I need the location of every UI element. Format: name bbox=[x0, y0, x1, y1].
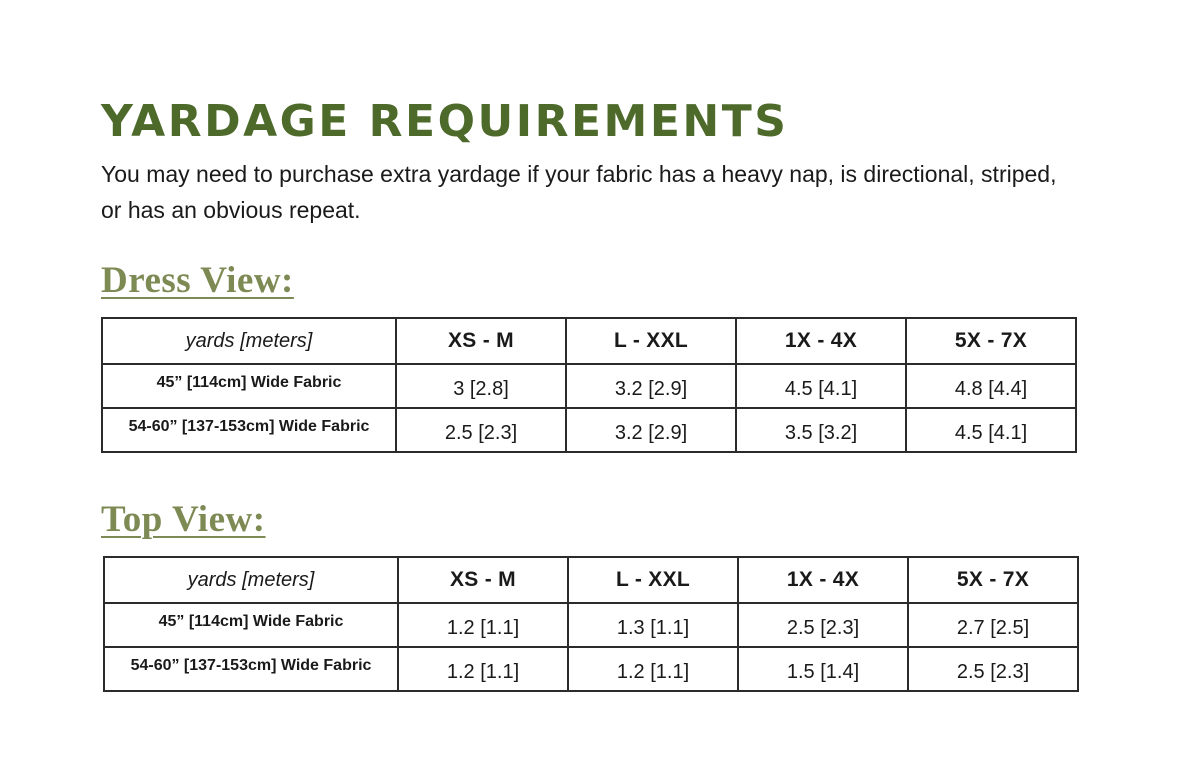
yardage-value: 2.5 [2.3] bbox=[738, 603, 908, 647]
yardage-value: 4.5 [4.1] bbox=[906, 408, 1076, 452]
size-header-l-xxl: L - XXL bbox=[568, 557, 738, 603]
fabric-width-label: 54-60” [137-153cm] Wide Fabric bbox=[104, 647, 398, 691]
intro-paragraph: You may need to purchase extra yardage if your fabric has a heavy nap, is directional, striped, or has an obvious repeat. bbox=[101, 161, 1057, 223]
yardage-value: 3 [2.8] bbox=[396, 364, 566, 408]
fabric-width-label: 45” [114cm] Wide Fabric bbox=[102, 364, 396, 408]
size-header-xs-m: XS - M bbox=[398, 557, 568, 603]
yardage-value: 2.7 [2.5] bbox=[908, 603, 1078, 647]
size-header-1x-4x: 1X - 4X bbox=[736, 318, 906, 364]
dress-view-heading: Dress View: bbox=[101, 260, 294, 301]
dress-yardage-table bbox=[101, 317, 1077, 453]
units-header: yards [meters] bbox=[102, 318, 396, 364]
fabric-width-label: 45” [114cm] Wide Fabric bbox=[104, 603, 398, 647]
size-header-5x-7x: 5X - 7X bbox=[908, 557, 1078, 603]
top-view-heading: Top View: bbox=[101, 499, 266, 540]
yardage-value: 2.5 [2.3] bbox=[396, 408, 566, 452]
table-row bbox=[102, 364, 1076, 408]
units-header: yards [meters] bbox=[104, 557, 398, 603]
fabric-width-label: 54-60” [137-153cm] Wide Fabric bbox=[102, 408, 396, 452]
yardage-value: 1.5 [1.4] bbox=[738, 647, 908, 691]
size-header-xs-m: XS - M bbox=[396, 318, 566, 364]
table-header-row bbox=[104, 557, 1078, 603]
yardage-value: 1.3 [1.1] bbox=[568, 603, 738, 647]
yardage-value: 4.8 [4.4] bbox=[906, 364, 1076, 408]
size-header-1x-4x: 1X - 4X bbox=[738, 557, 908, 603]
yardage-value: 1.2 [1.1] bbox=[398, 647, 568, 691]
size-header-5x-7x: 5X - 7X bbox=[906, 318, 1076, 364]
yardage-value: 3.5 [3.2] bbox=[736, 408, 906, 452]
yardage-value: 3.2 [2.9] bbox=[566, 364, 736, 408]
table-row bbox=[104, 647, 1078, 691]
yardage-value: 2.5 [2.3] bbox=[908, 647, 1078, 691]
yardage-value: 4.5 [4.1] bbox=[736, 364, 906, 408]
top-yardage-table bbox=[103, 556, 1079, 692]
yardage-value: 3.2 [2.9] bbox=[566, 408, 736, 452]
size-header-l-xxl: L - XXL bbox=[566, 318, 736, 364]
yardage-value: 1.2 [1.1] bbox=[568, 647, 738, 691]
table-row bbox=[102, 408, 1076, 452]
page-title: YARDAGE REQUIREMENTS bbox=[101, 96, 789, 147]
yardage-value: 1.2 [1.1] bbox=[398, 603, 568, 647]
table-row bbox=[104, 603, 1078, 647]
table-header-row bbox=[102, 318, 1076, 364]
